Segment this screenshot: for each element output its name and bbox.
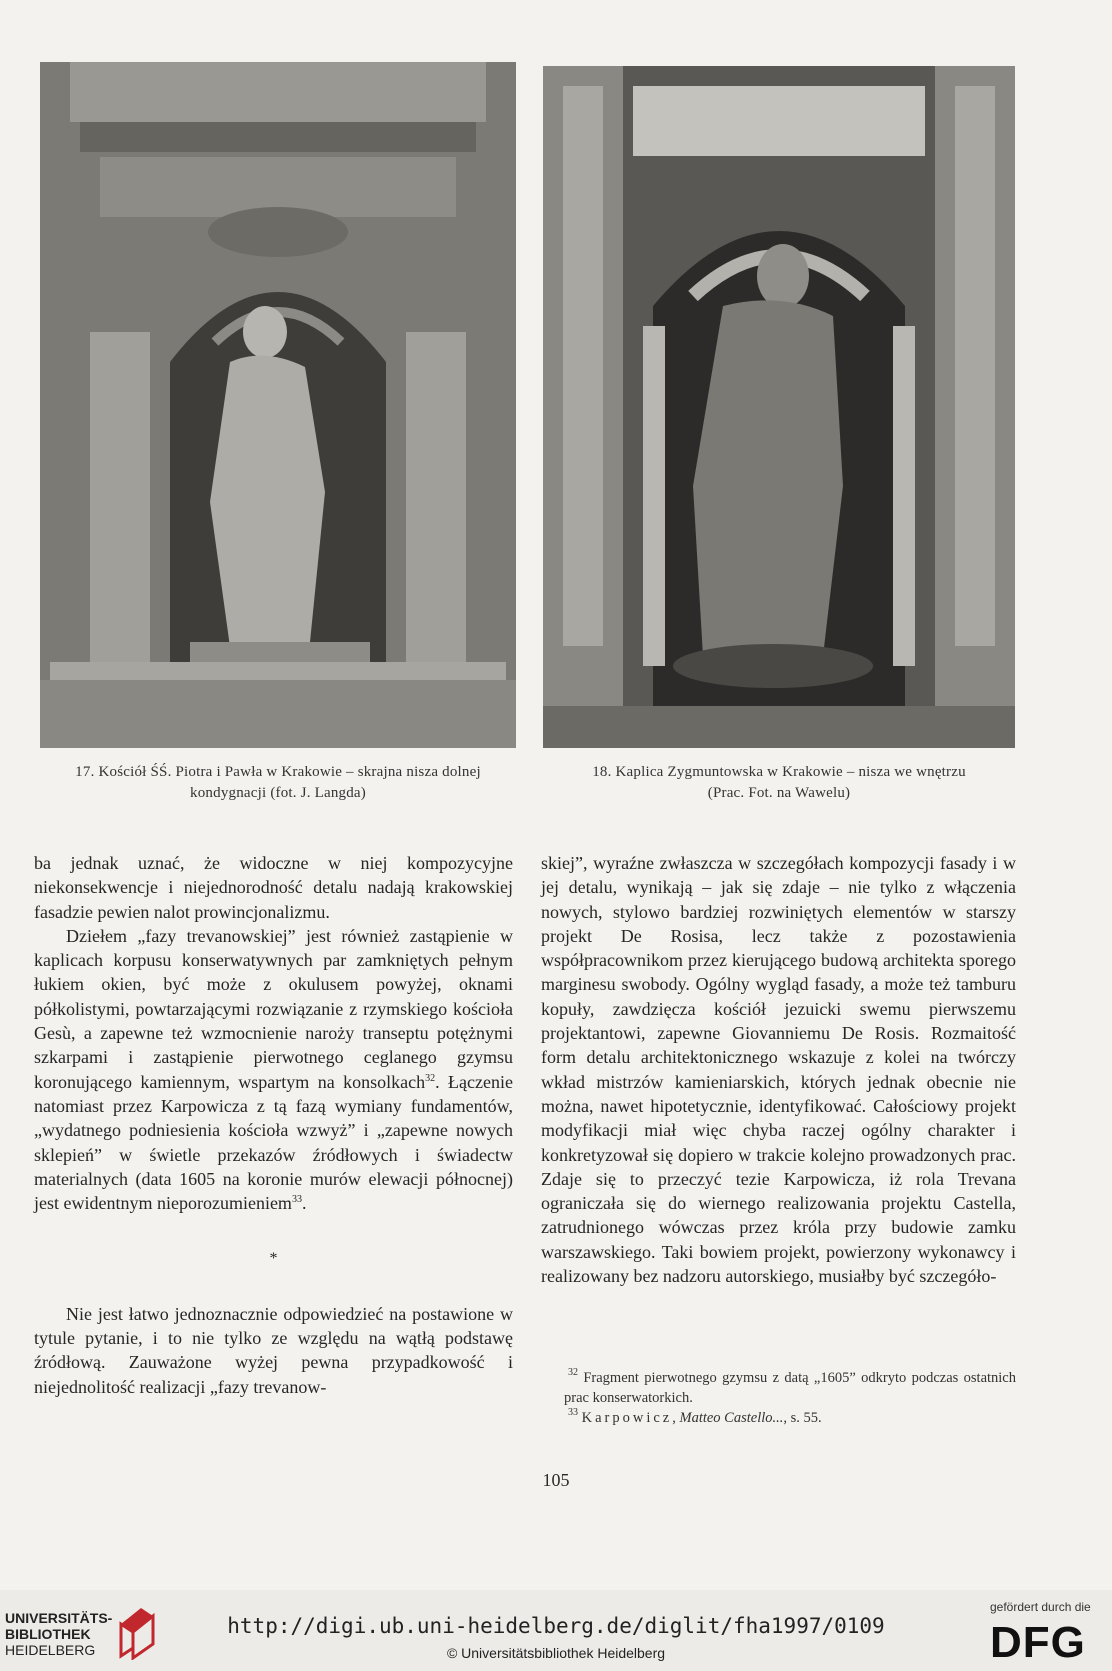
footnote-32-text: Fragment pierwotnego gzymsu z datą „1605” odkryto podczas ostatnich prac konserwatorkich.	[564, 1370, 1016, 1406]
left-paragraph-1: ba jednak uznać, że widoczne w niej kompozycyjne niekonsekwencje i niejednorodność detalu nadają krakowskiej fasadzie pewien nalot prowincjonalizmu.	[34, 853, 513, 922]
funded-by-label: gefördert durch die	[990, 1600, 1091, 1614]
left-paragraph-2-part-a: Dziełem „fazy trevanowskiej” jest również zastąpienie w kaplicach korpusu konserwatywnych par zamkniętych pełnym łukiem okien, być może z okulusem powyżej, oknami półkolistymi, powtarzającymi rozwiązanie z rzymskiego kościoła Gesù, a zapewne też wzmocnienie naroży transeptu potężnymi szkarpami i zastąpienie pierwotnego ceglanego gzymsu koronującego kamiennym, wspartym na konsolkach	[34, 925, 513, 1092]
right-paragraph-1: skiej”, wyraźne zwłaszcza w szczegółach kompozycji fasady i w jej detalu, wynikają – jak się zdaje – nie tylko z włączenia nowych, stylowo bardziej rozwiniętych elementów w starszy projekt De Rosisa, lecz także z pozostawienia współpracownikom przez kierującego budową architekta sporego marginesu swobody. Ogólny wygląd fasady, a może też tamburu kopuły, zawdzięcza kościół jezuicki swemu pierwszemu projektantowi, zapewne Giovanniemu De Rosis. Rozmaitość form detalu architektonicznego wskazuje z kolei na twórczy wkład mistrzów kamieniarskich, których jednak obecnie nie można, nawet hipotetycznie, identyfikować. Całościowy projekt modyfikacji miał więc chyba raczej ogólny charakter i konkretyzował się dopiero w trakcie kolejno prowadzonych prac. Zdaje się to przeczyć tezie Karpowicza, iż rola Trevana ograniczała się do wiernego realizowania projektu Castella, zatrudnionego wówczas przez króla przy budowie zamku warszawskiego. Taki bowiem projekt, powierzony wykonawcy i realizowany bez nadzoru autorskiego, musiałby być szczegóło-	[541, 853, 1016, 1287]
footnote-33: $^{33}$ Karpowicz, Matteo Castello..., s. 55.	[568, 1407, 822, 1426]
library-name-line2: BIBLIOTHEK	[5, 1626, 91, 1642]
library-name-line1: UNIVERSITÄTS-	[5, 1610, 113, 1626]
figure-17-caption-line1: 17. Kościół ŚŚ. Piotra i Pawła w Krakowie – skrajna nisza dolnej	[75, 764, 481, 780]
right-text-column	[541, 851, 1016, 1288]
library-name-line3: HEIDELBERG	[5, 1642, 96, 1658]
figure-17-caption	[40, 762, 516, 804]
left-paragraph-2-part-c: .	[301, 1193, 307, 1214]
left-paragraph-2	[34, 924, 513, 1216]
left-text-column	[34, 851, 513, 1399]
page-url-link[interactable]: http://digi.ub.uni-heidelberg.de/diglit/fha1997/0109	[227, 1614, 885, 1638]
footnotes	[564, 1368, 1016, 1428]
niche-statue-illustration-18	[543, 66, 1015, 748]
section-separator: *	[269, 1250, 278, 1268]
page-number: 105	[542, 1470, 570, 1490]
figure-17-caption-line2: kondygnacji (fot. J. Langda)	[190, 785, 366, 801]
footnote-33-title: Matteo Castello...	[679, 1410, 784, 1426]
figure-17-photo	[40, 62, 516, 748]
niche-statue-illustration-17	[40, 62, 516, 748]
footnote-33-rest: , s. 55.	[783, 1410, 822, 1426]
dfg-logo[interactable]: DFG	[990, 1618, 1086, 1667]
footnote-ref-33: 33	[291, 1194, 302, 1206]
footnote-ref-32: 32	[425, 1072, 436, 1084]
copyright-notice: © Universitätsbibliothek Heidelberg	[446, 1645, 666, 1661]
figure-18-caption-line1: 18. Kaplica Zygmuntowska w Krakowie – nisza we wnętrzu	[592, 764, 966, 780]
footnote-32-mark: 32	[568, 1367, 578, 1378]
left-paragraph-2-part-b: . Łączenie natomiast przez Karpowicza z tą fazą wymiany fundamentów, „wydatnego podniesienia kościoła wzwyż” i „zapewne nowych sklepień” w świetle przekazów źródłowych i świadectw materialnych (data 1605 na koronie murów elewacji północnej) jest ewidentnym nieporozumieniem	[34, 1071, 513, 1214]
footnote-33-mark: 33	[568, 1407, 578, 1418]
footnote-33-author: Karpowicz	[581, 1410, 673, 1426]
figure-18-caption-line2: (Prac. Fot. na Wawelu)	[707, 785, 851, 801]
footnote-32	[564, 1368, 1016, 1408]
left-paragraph-3: Nie jest łatwo jednoznacznie odpowiedzieć na postawione w tytule pytanie, i to nie tylko ze względu na wątłą podstawę źródłową. Zauważone wyżej pewna przypadkowość i niejednolitość realizacji „fazy trevanow-	[34, 1303, 513, 1397]
figure-18-photo	[543, 66, 1015, 748]
figure-18-caption	[543, 762, 1015, 804]
